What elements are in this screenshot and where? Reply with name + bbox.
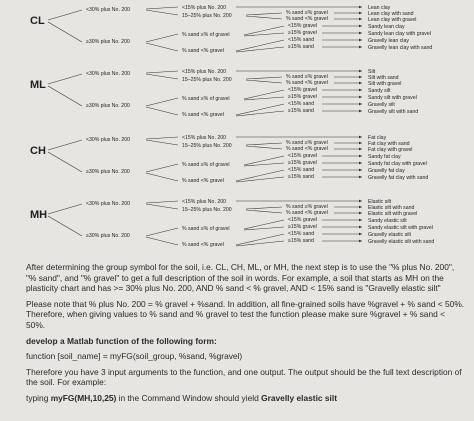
section-mh-branch-bottom-label: ≥30% plus No. 200 xyxy=(86,233,130,239)
section-ch-cond-0: % sand ≥% gravel xyxy=(286,140,328,146)
section-cl-symbol: CL xyxy=(30,15,45,27)
section-ch-link-bot-b xyxy=(146,173,178,181)
section-ch-cond-4: <15% sand xyxy=(288,167,315,173)
section-cl-branch-top xyxy=(48,10,82,20)
section-ch-branch-bottom-label: ≥30% plus No. 200 xyxy=(86,169,130,175)
section-ml-name-5: Gravelly silt xyxy=(368,102,395,108)
section-cl-link-bot-a xyxy=(146,34,178,42)
section-cl-mid-bottom-2: % sand <% gravel xyxy=(182,48,224,54)
section-ml-link-c1 xyxy=(246,80,282,83)
section-ml-cond-3: ≥15% gravel xyxy=(288,94,317,100)
section-mh-link-c1 xyxy=(246,210,282,213)
section-mh-cond-4: <15% sand xyxy=(288,231,315,237)
section-ml-link-c0 xyxy=(246,77,282,79)
section-mh-mid-top-2: 15–25% plus No. 200 xyxy=(182,207,232,213)
section-ml-name-6: Gravelly silt with sand xyxy=(368,109,419,115)
section-ml-cond-5: ≥15% sand xyxy=(288,108,314,114)
section-cl-cond-3: ≥15% gravel xyxy=(288,30,317,36)
section-ch-symbol: CH xyxy=(30,145,46,157)
section-cl-arrow-name-1-head xyxy=(359,12,362,15)
section-mh-name-2: Elastic silt with gravel xyxy=(368,211,418,217)
section-cl-arrow-name-4-head xyxy=(359,32,362,35)
section-ch-branch-top xyxy=(48,140,82,150)
section-ch-name-3: Sandy fat clay xyxy=(368,154,401,160)
section-ch-arrow-name-2-head xyxy=(359,148,362,151)
section-cl-branch-bottom xyxy=(48,22,82,42)
section-mh-cond-0: % sand ≥% gravel xyxy=(286,204,328,210)
section-ml-branch-bottom xyxy=(48,86,82,106)
section-ml-arrow-name-4-head xyxy=(359,96,362,99)
section-mh-name-4: Sandy elastic silt with gravel xyxy=(368,225,433,231)
section-ml-link-top-b xyxy=(146,74,178,79)
section-cl-link-c0 xyxy=(246,13,282,15)
section-mh-branch-top-label: <30% plus No. 200 xyxy=(86,201,130,207)
section-ml-cond-4: <15% sand xyxy=(288,101,315,107)
section-mh-arrow-name-1-head xyxy=(359,206,362,209)
section-ch-arrow-name-0-head xyxy=(359,136,362,139)
section-mh-name-6: Gravelly elastic silt with sand xyxy=(368,239,435,245)
section-mh-symbol: MH xyxy=(30,209,48,221)
section-ml-arrow-name-0-head xyxy=(359,70,362,73)
section-ml-mid-top-2: 15–25% plus No. 200 xyxy=(182,77,232,83)
section-mh-link-bot-a xyxy=(146,228,178,236)
section-ml-mid-bottom-1: % sand ≥% of gravel xyxy=(182,96,230,102)
section-mh-cond-2: <15% gravel xyxy=(288,217,317,223)
section-ml-cond-2: <15% gravel xyxy=(288,87,317,93)
section-mh-mid-top-1: <15% plus No. 200 xyxy=(182,199,226,205)
section-ml-cond-0: % sand ≥% gravel xyxy=(286,74,328,80)
section-cl-name-1: Lean clay with sand xyxy=(368,11,414,17)
section-mh-link-c0 xyxy=(246,207,282,209)
example-mid: in the Command Window should yield xyxy=(116,392,262,403)
section-ch-arrow-name-3-head xyxy=(359,155,362,158)
section-mh-name-0: Elastic silt xyxy=(368,199,392,205)
section-mh-branch-top xyxy=(48,204,82,214)
section-ch-name-1: Fat clay with sand xyxy=(368,141,410,147)
section-ch-name-5: Gravelly fat clay xyxy=(368,168,405,174)
section-ch-arrow-name-1-head xyxy=(359,142,362,145)
function-signature: function [soil_name] = myFG(soil_group, %sand, %gravel) xyxy=(26,351,243,362)
section-cl-arrow-name-3-head xyxy=(359,25,362,28)
intro-paragraph: After determining the group symbol for the soil, i.e. CL, CH, ML, or MH, the next step is to use the "% plus No. 200", "% sand", and "% gravel" to get a full description of the soil in words. For example, a soil that starts as MH on the plasticity chart and has >= 30% plus No. 200, AND % sand < % gravel, AND < 15% sand is "Gravelly elastic silt" xyxy=(26,262,455,294)
section-ch-link-top-b xyxy=(146,140,178,145)
section-mh-cond-1: % sand <% gravel xyxy=(286,210,328,216)
example-line xyxy=(26,393,466,404)
note-paragraph: Please note that % plus No. 200 = % gravel + %sand. In addition, all fine-grained soils have %gravel + % sand < 50%. Therefore, when giving values to % sand and % gravel to test the function please make sure %gravel + % sand < 50%. xyxy=(26,298,465,330)
section-ml-arrow-name-6-head xyxy=(359,110,362,113)
section-ch-name-2: Fat clay with gravel xyxy=(368,147,413,153)
section-ch-mid-bottom-1: % sand ≥% of gravel xyxy=(182,162,230,168)
section-cl-cond-2: <15% gravel xyxy=(288,23,317,29)
section-cl-branch-top-label: <30% plus No. 200 xyxy=(86,7,130,13)
section-ch-branch-bottom xyxy=(48,152,82,172)
section-mh-arrow-name-4-head xyxy=(359,226,362,229)
section-mh-mid-bottom-1: % sand ≥% of gravel xyxy=(182,226,230,232)
section-cl-arrow-name-2-head xyxy=(359,18,362,21)
section-cl-mid-top-2: 15–25% plus No. 200 xyxy=(182,13,232,19)
section-mh-link-top-a xyxy=(146,201,178,203)
section-cl-arrow-name-0-head xyxy=(359,6,362,9)
section-ch-cond-3: ≥15% gravel xyxy=(288,160,317,166)
section-mh-link-top-b xyxy=(146,204,178,209)
section-cl-cond-1: % sand <% gravel xyxy=(286,16,328,22)
task-heading: develop a Matlab function of the following form: xyxy=(26,335,217,346)
section-ch-mid-bottom-2: % sand <% gravel xyxy=(182,178,224,184)
section-ml-name-2: Silt with gravel xyxy=(368,81,402,87)
example-result: Gravelly elastic silt xyxy=(261,392,337,403)
section-ml-name-0: Silt xyxy=(368,69,376,75)
example-prefix: typing xyxy=(26,392,51,403)
section-mh-cond-3: ≥15% gravel xyxy=(288,224,317,230)
section-cl-link-top-a xyxy=(146,7,178,9)
section-ch-cond-2: <15% gravel xyxy=(288,153,317,159)
section-mh-arrow-name-6-head xyxy=(359,240,362,243)
section-ml-name-3: Sandy silt xyxy=(368,88,391,94)
section-ml-cond-1: % sand <% gravel xyxy=(286,80,328,86)
section-cl-mid-bottom-1: % sand ≥% of gravel xyxy=(182,32,230,38)
section-cl-name-3: Sandy lean clay xyxy=(368,24,405,30)
section-mh-name-5: Gravelly elastic silt xyxy=(368,232,411,238)
section-ch-name-0: Fat clay xyxy=(368,135,387,141)
section-ch-link-c0 xyxy=(246,143,282,145)
section-cl-cond-4: <15% sand xyxy=(288,37,315,43)
section-mh-arrow-name-0-head xyxy=(359,200,362,203)
section-ch-cond-1: % sand <% gravel xyxy=(286,146,328,152)
explanation-paragraph: Therefore you have 3 input arguments to the function, and one output. The output should be the full text description of the soil. For example: xyxy=(26,366,462,388)
section-ml-mid-top-1: <15% plus No. 200 xyxy=(182,69,226,75)
section-ml-arrow-name-1-head xyxy=(359,76,362,79)
section-ml-arrow-name-3-head xyxy=(359,89,362,92)
section-cl-name-2: Lean clay with gravel xyxy=(368,17,417,23)
section-ch-arrow-name-5-head xyxy=(359,169,362,172)
section-ch-arrow-name-6-head xyxy=(359,176,362,179)
section-cl-link-top-b xyxy=(146,10,178,15)
section-ch-link-c1 xyxy=(246,146,282,149)
question-text xyxy=(26,262,466,409)
section-mh-cond-5: ≥15% sand xyxy=(288,238,314,244)
section-ch-cond-5: ≥15% sand xyxy=(288,174,314,180)
section-cl-mid-top-1: <15% plus No. 200 xyxy=(182,5,226,11)
section-ml-arrow-name-5-head xyxy=(359,103,362,106)
section-cl-link-bot-b xyxy=(146,43,178,51)
section-ml-link-bot-a xyxy=(146,98,178,106)
section-ch-mid-top-1: <15% plus No. 200 xyxy=(182,135,226,141)
section-cl-name-5: Gravelly lean clay xyxy=(368,38,409,44)
section-cl-arrow-name-6-head xyxy=(359,46,362,49)
section-cl-name-4: Sandy lean clay with gravel xyxy=(368,31,431,37)
section-ml-branch-top-label: <30% plus No. 200 xyxy=(86,71,130,77)
section-ch-name-4: Sandy fat clay with gravel xyxy=(368,161,427,167)
example-command: myFG(MH,10,25) xyxy=(50,392,117,403)
section-mh-name-1: Elastic silt with sand xyxy=(368,205,415,211)
section-mh-branch-bottom xyxy=(48,216,82,236)
section-ch-branch-top-label: <30% plus No. 200 xyxy=(86,137,130,143)
section-ch-link-top-a xyxy=(146,137,178,139)
section-cl-arrow-name-5-head xyxy=(359,39,362,42)
section-mh-arrow-name-2-head xyxy=(359,212,362,215)
section-ml-link-top-a xyxy=(146,71,178,73)
section-mh-name-3: Sandy elastic silt xyxy=(368,218,407,224)
section-ch-name-6: Gravelly fat clay with sand xyxy=(368,175,429,181)
section-cl-branch-bottom-label: ≥30% plus No. 200 xyxy=(86,39,130,45)
section-ch-link-bot-a xyxy=(146,164,178,172)
section-cl-cond-0: % sand ≥% gravel xyxy=(286,10,328,16)
section-ml-symbol: ML xyxy=(30,79,46,91)
section-ml-branch-bottom-label: ≥30% plus No. 200 xyxy=(86,103,130,109)
section-cl-name-6: Gravelly lean clay with sand xyxy=(368,45,433,51)
section-cl-link-c1 xyxy=(246,16,282,19)
section-cl-name-0: Lean clay xyxy=(368,5,391,11)
section-mh-link-bot-b xyxy=(146,237,178,245)
section-ml-branch-top xyxy=(48,74,82,84)
section-ml-mid-bottom-2: % sand <% gravel xyxy=(182,112,224,118)
section-ml-arrow-name-2-head xyxy=(359,82,362,85)
section-mh-mid-bottom-2: % sand <% gravel xyxy=(182,242,224,248)
section-mh-arrow-name-5-head xyxy=(359,233,362,236)
section-ml-name-1: Silt with sand xyxy=(368,75,399,81)
section-mh-arrow-name-3-head xyxy=(359,219,362,222)
section-ml-link-bot-b xyxy=(146,107,178,115)
section-ch-mid-top-2: 15–25% plus No. 200 xyxy=(182,143,232,149)
section-ch-arrow-name-4-head xyxy=(359,162,362,165)
section-ml-name-4: Sandy silt with gravel xyxy=(368,95,417,101)
section-cl-cond-5: ≥15% sand xyxy=(288,44,314,50)
